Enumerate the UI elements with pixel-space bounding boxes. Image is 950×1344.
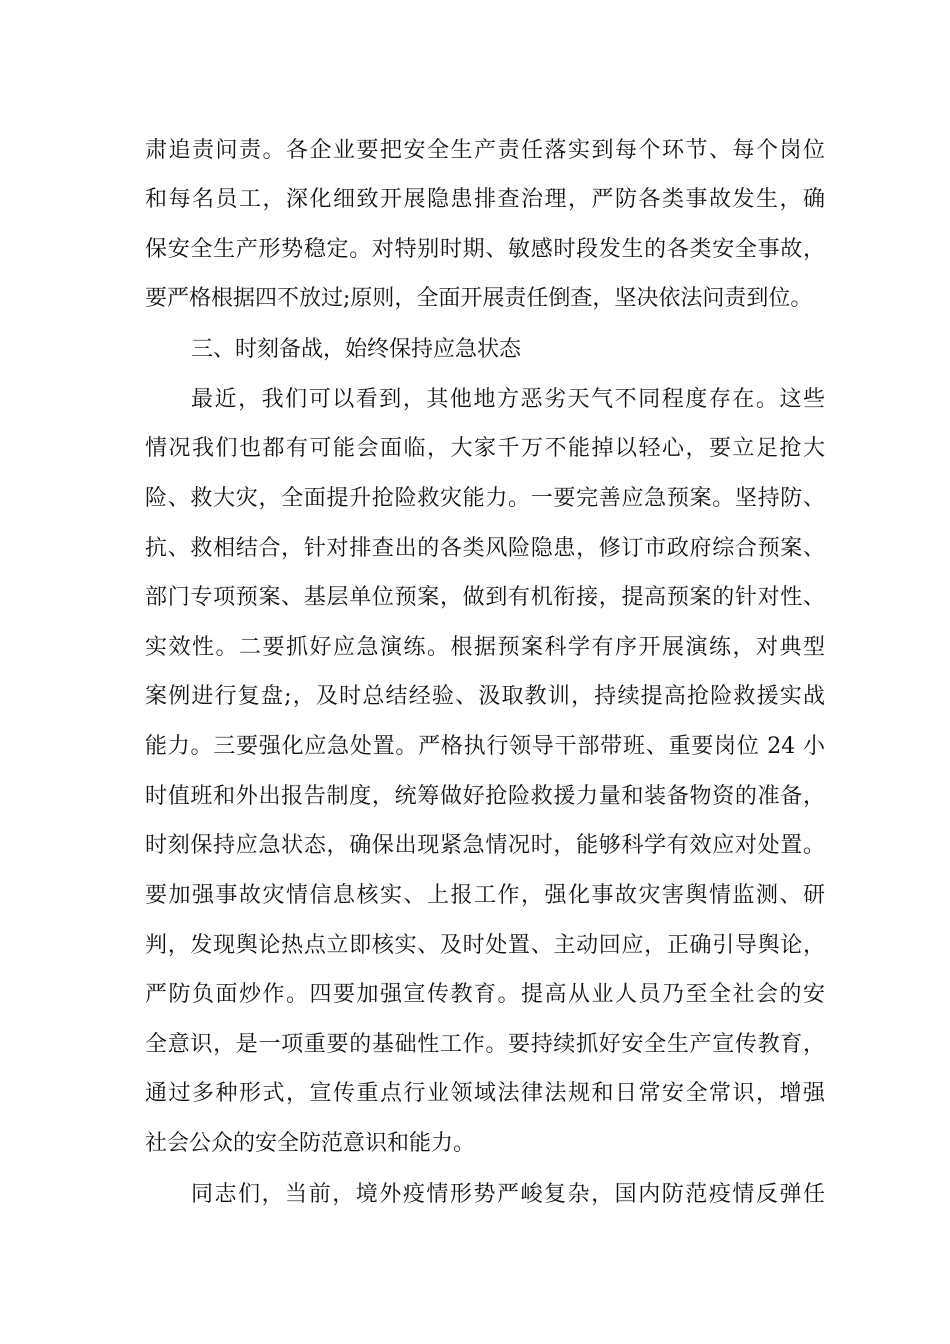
text-line: 全意识，是一项重要的基础性工作。要持续抓好安全生产宣传教育， [145,1032,825,1057]
text-line: 保安全生产形势稳定。对特别时期、敏感时段发生的各类安全事故， [145,237,825,262]
text-line: 肃追责问责。各企业要把安全生产责任落实到每个环节、每个岗位 [145,138,825,163]
text-line: 判，发现舆论热点立即核实、及时处置、主动回应，正确引导舆论， [145,933,825,958]
text-line: 严防负面炒作。四要加强宣传教育。提高从业人员乃至全社会的安 [145,982,825,1007]
text-line: 和每名员工，深化细致开展隐患排查治理，严防各类事故发生，确 [145,187,825,212]
text-line: 时值班和外出报告制度，统筹做好抢险救援力量和装备物资的准备， [145,784,825,809]
text-line: 实效性。二要抓好应急演练。根据预案科学有序开展演练，对典型 [145,635,825,660]
text-line: 部门专项预案、基层单位预案，做到有机衔接，提高预案的针对性、 [145,585,825,610]
text-line: 案例进行复盘;，及时总结经验、汲取教训，持续提高抢险救援实战 [145,684,825,709]
text-line: 时刻保持应急状态，确保出现紧急情况时，能够科学有效应对处置。 [145,833,825,858]
section-heading: 三、时刻备战，始终保持应急状态 [191,337,522,362]
text-line: 最近，我们可以看到，其他地方恶劣天气不同程度存在。这些 [191,387,825,412]
text-line: 险、救大灾，全面提升抢险救灾能力。一要完善应急预案。坚持防、 [145,486,825,511]
text-line: 要严格根据四不放过;原则，全面开展责任倒查，坚决依法问责到位。 [145,286,813,311]
text-line: 能力。三要强化应急处置。严格执行领导干部带班、重要岗位 24 小 [145,734,825,759]
text-line: 社会公众的安全防范意识和能力。 [145,1131,476,1156]
text-line: 情况我们也都有可能会面临，大家千万不能掉以轻心，要立足抢大 [145,436,825,461]
text-line: 抗、救相结合，针对排查出的各类风险隐患，修订市政府综合预案、 [145,536,825,561]
text-line: 通过多种形式，宣传重点行业领域法律法规和日常安全常识，增强 [145,1081,825,1106]
text-line: 同志们，当前，境外疫情形势严峻复杂，国内防范疫情反弹任 [191,1182,825,1207]
text-line: 要加强事故灾情信息核实、上报工作，强化事故灾害舆情监测、研 [145,883,825,908]
